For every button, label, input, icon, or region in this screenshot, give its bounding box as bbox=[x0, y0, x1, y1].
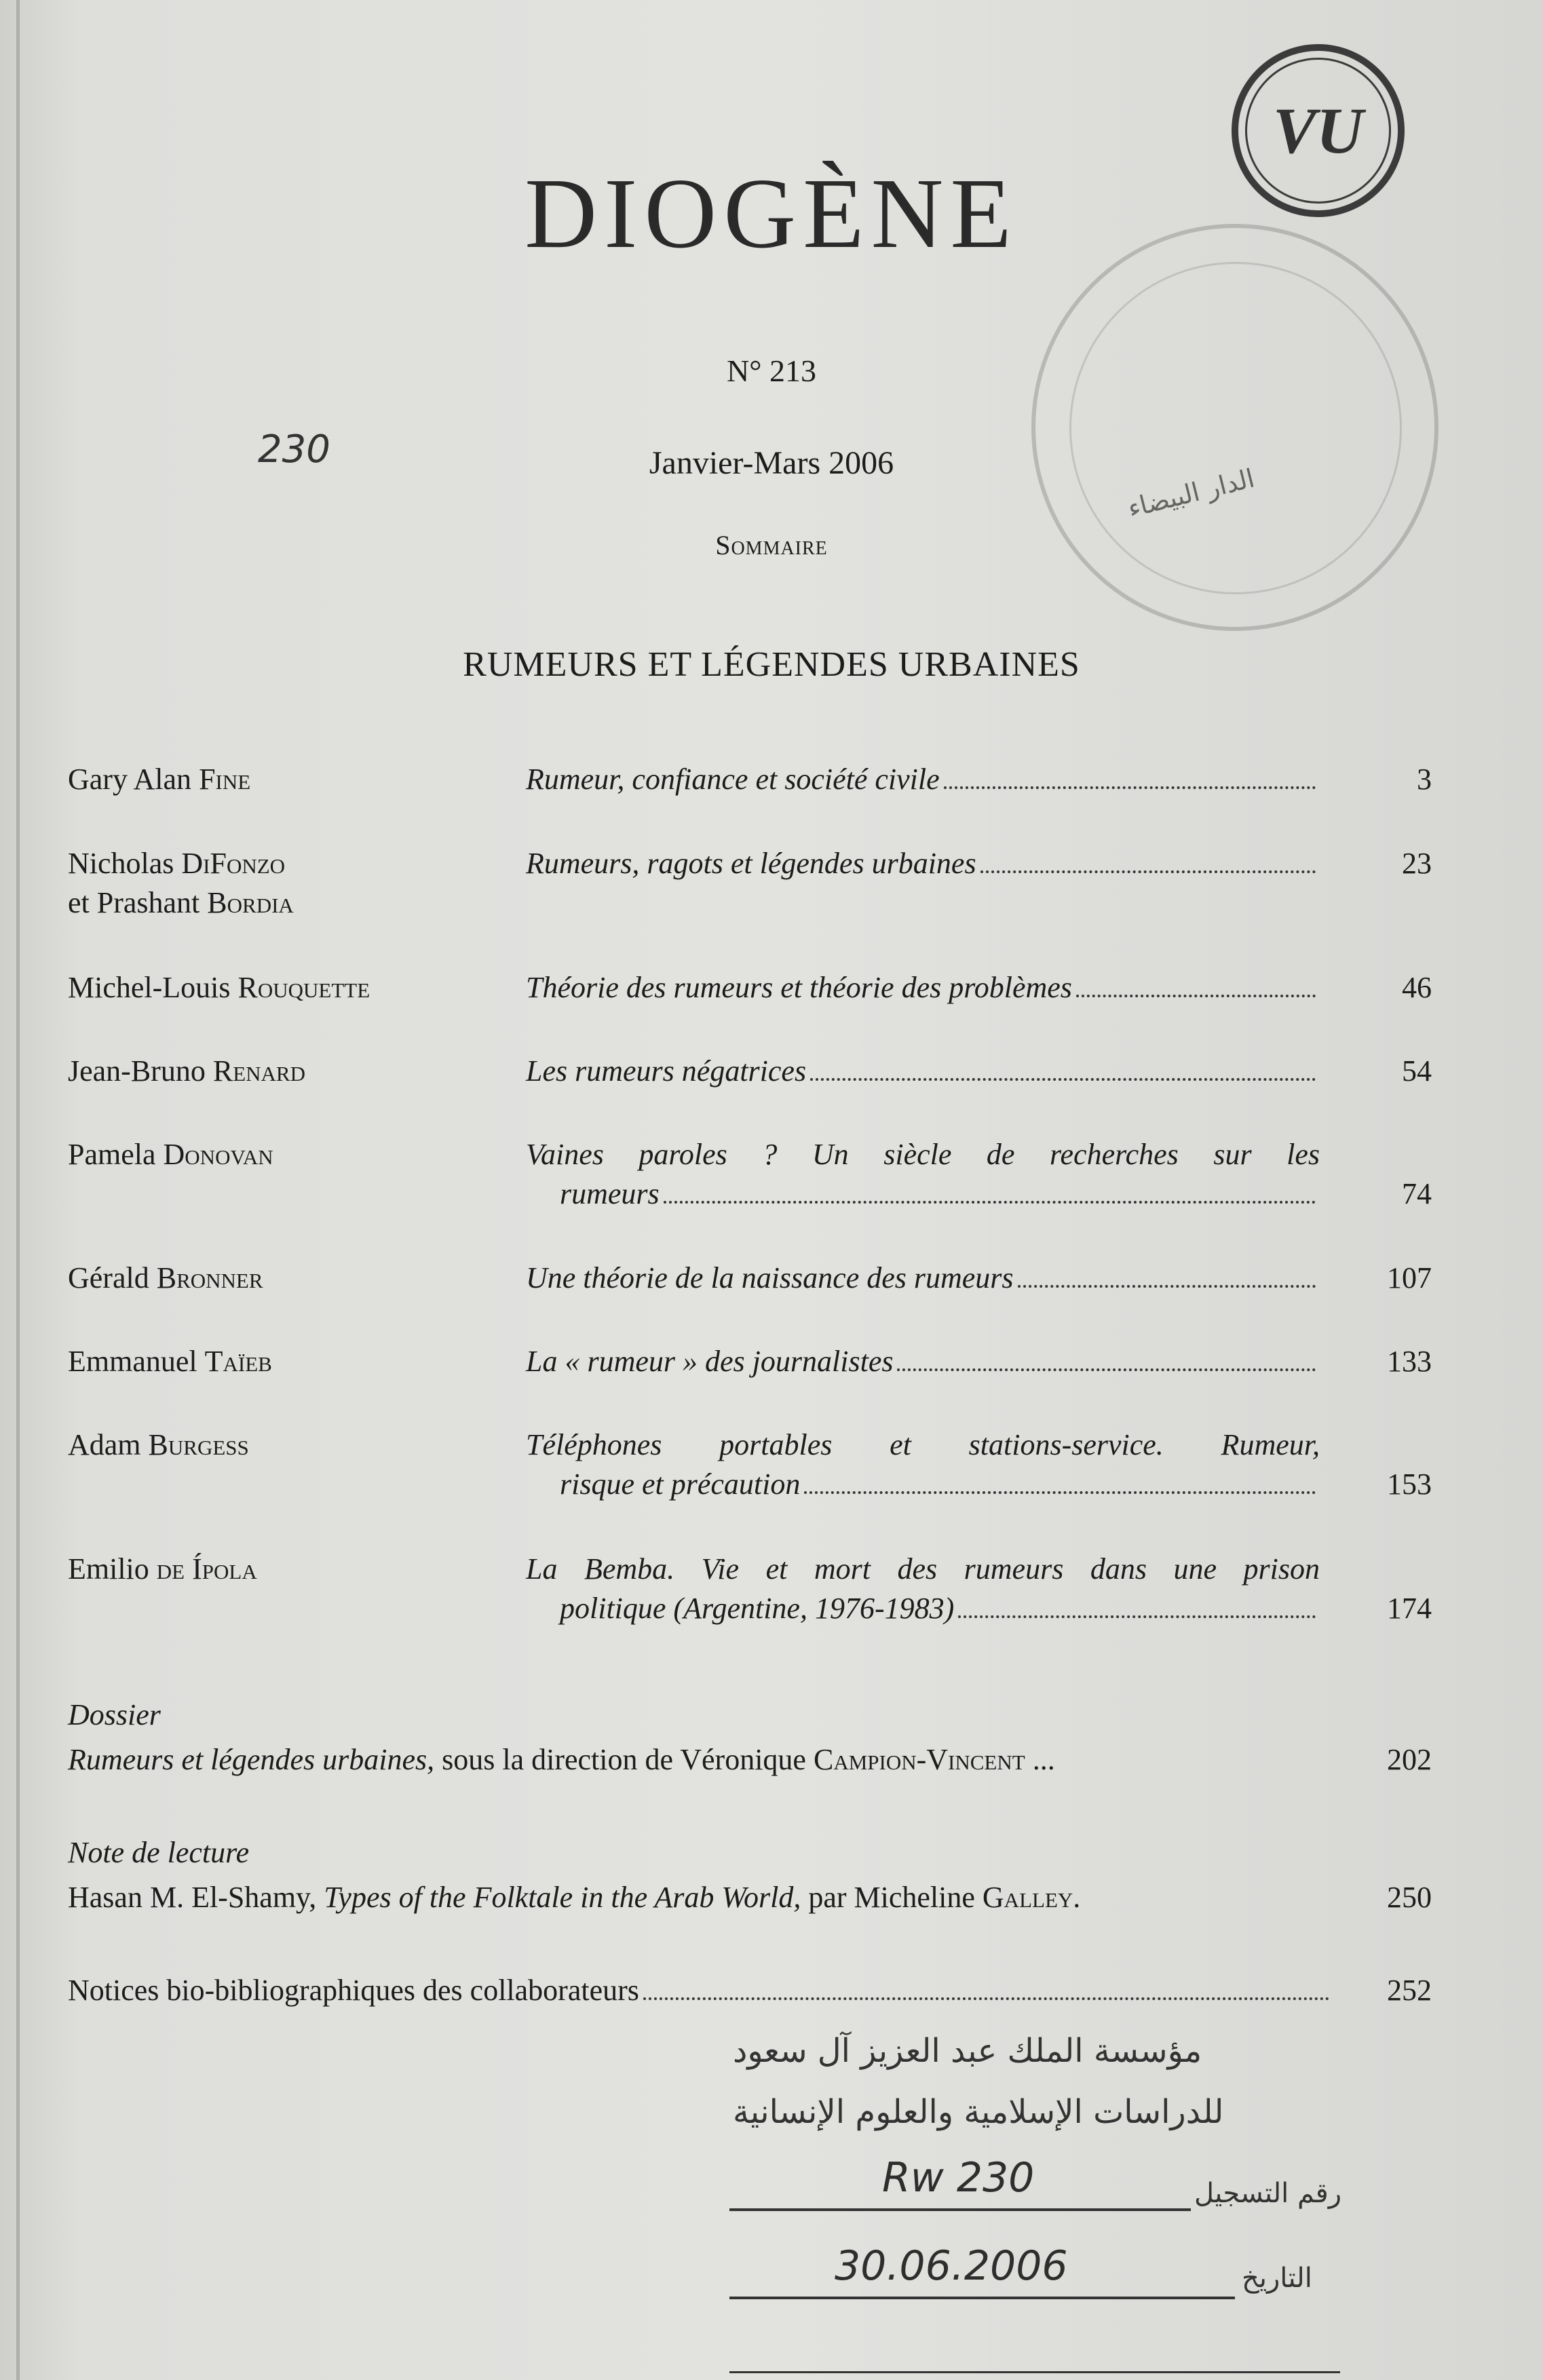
theme-title: RUMEURS ET LÉGENDES URBAINES bbox=[463, 645, 1080, 684]
note-author: Hasan M. El-Shamy, bbox=[68, 1881, 324, 1914]
note-label: Note de lecture bbox=[68, 1836, 250, 1869]
notices-line bbox=[68, 1973, 1333, 2008]
toc-page-number: 23 bbox=[1402, 847, 1432, 880]
note-line bbox=[68, 1880, 1364, 1915]
dossier-label: Dossier bbox=[68, 1698, 161, 1731]
notices-text: Notices bio-bibliographiques des collaborateurs bbox=[68, 1974, 639, 2007]
sommaire-label: Sommaire bbox=[715, 530, 828, 560]
toc-page-number: 3 bbox=[1417, 763, 1432, 796]
leader-dots bbox=[1018, 1285, 1316, 1288]
toc-page-number: 133 bbox=[1387, 1345, 1432, 1378]
reg-value: Rw 230 bbox=[882, 2154, 1035, 2202]
toc-article-title: La Bemba. Vie et mort des rumeurs dans une prison politique (Argentine, 1976-1983) bbox=[526, 1552, 1320, 1625]
library-round-stamp bbox=[1031, 224, 1439, 631]
dossier-rest: sous la direction de Véronique bbox=[434, 1743, 814, 1776]
dossier-ellipsis: ... bbox=[1025, 1743, 1055, 1776]
toc-page-number: 174 bbox=[1387, 1592, 1432, 1625]
toc-page-number: 107 bbox=[1387, 1261, 1432, 1294]
toc-article-title: Théorie des rumeurs et théorie des problèmes bbox=[526, 968, 1320, 1007]
dossier-line bbox=[68, 1742, 1364, 1777]
leader-dots bbox=[664, 1201, 1316, 1204]
leader-dots bbox=[980, 870, 1316, 873]
toc-author: Michel-Louis Rouquette bbox=[68, 971, 370, 1004]
toc-page-number: 74 bbox=[1402, 1177, 1432, 1210]
toc-author: Emilio de Ípola bbox=[68, 1552, 257, 1586]
leader-dots bbox=[643, 1997, 1329, 2000]
dossier-title: Rumeurs et légendes urbaines, bbox=[68, 1743, 435, 1776]
leader-dots bbox=[958, 1615, 1316, 1618]
toc-page-number: 54 bbox=[1402, 1054, 1432, 1088]
note-book-title: Types of the Folktale in the Arab World, bbox=[324, 1881, 801, 1914]
issue-number: N° 213 bbox=[726, 353, 817, 388]
bottom-rule bbox=[729, 2371, 1340, 2373]
note-by: par Micheline bbox=[801, 1881, 983, 1914]
toc-author: Jean-Bruno Renard bbox=[68, 1054, 305, 1088]
leader-dots bbox=[897, 1368, 1316, 1371]
date-label: التاريخ bbox=[1242, 2263, 1312, 2294]
date-underline bbox=[729, 2297, 1235, 2299]
library-stamp-line1: مؤسسة الملك عبد العزيز آل سعود bbox=[733, 2032, 1202, 2070]
note-reviewer: Galley bbox=[982, 1881, 1073, 1914]
issue-date: Janvier-Mars 2006 bbox=[649, 445, 894, 481]
toc-article-title: La « rumeur » des journalistes bbox=[526, 1342, 1320, 1381]
leader-dots bbox=[810, 1078, 1316, 1081]
leader-dots bbox=[804, 1491, 1316, 1494]
reg-underline bbox=[729, 2208, 1191, 2211]
leader-dots bbox=[1076, 995, 1316, 997]
note-page-number: 250 bbox=[1387, 1881, 1432, 1914]
toc-article-title: Vaines paroles ? Un siècle de recherches sur les rumeurs bbox=[526, 1138, 1320, 1210]
toc-page-number: 46 bbox=[1402, 971, 1432, 1004]
toc-article-title: Les rumeurs négatrices bbox=[526, 1052, 1320, 1091]
toc-author: Adam Burgess bbox=[68, 1428, 249, 1461]
dossier-editor: Campion-Vincent bbox=[813, 1743, 1025, 1776]
toc-article-title: Une théorie de la naissance des rumeurs bbox=[526, 1259, 1320, 1298]
toc-article-title: Rumeur, confiance et société civile bbox=[526, 760, 1320, 799]
toc-author: Gary Alan Fine bbox=[68, 763, 251, 796]
reg-label: رقم التسجيل bbox=[1194, 2178, 1342, 2209]
library-stamp-line2: للدراسات الإسلامية والعلوم الإنسانية bbox=[733, 2093, 1224, 2131]
toc-article-title: Téléphones portables et stations-service. Rumeur, risque et précaution bbox=[526, 1428, 1320, 1501]
toc-author: Nicholas DiFonzo et Prashant Bordia bbox=[68, 847, 294, 919]
leader-dots bbox=[944, 786, 1316, 789]
toc-author: Gérald Bronner bbox=[68, 1261, 263, 1294]
stamp-city-text: الدار البيضاء bbox=[1124, 463, 1258, 524]
journal-title: DIOGÈNE bbox=[525, 158, 1018, 269]
notices-page-number: 252 bbox=[1387, 1974, 1432, 2007]
toc-article-title: Rumeurs, ragots et légendes urbaines bbox=[526, 844, 1320, 883]
vu-stamp-text: VU bbox=[1272, 94, 1364, 167]
note-period: . bbox=[1073, 1881, 1081, 1914]
toc-page-number: 153 bbox=[1387, 1467, 1432, 1501]
toc-author: Emmanuel Taïeb bbox=[68, 1345, 272, 1378]
dossier-page-number: 202 bbox=[1387, 1743, 1432, 1776]
toc-author: Pamela Donovan bbox=[68, 1138, 273, 1171]
date-value: 30.06.2006 bbox=[835, 2242, 1068, 2290]
handwritten-ref: 230 bbox=[258, 427, 330, 472]
